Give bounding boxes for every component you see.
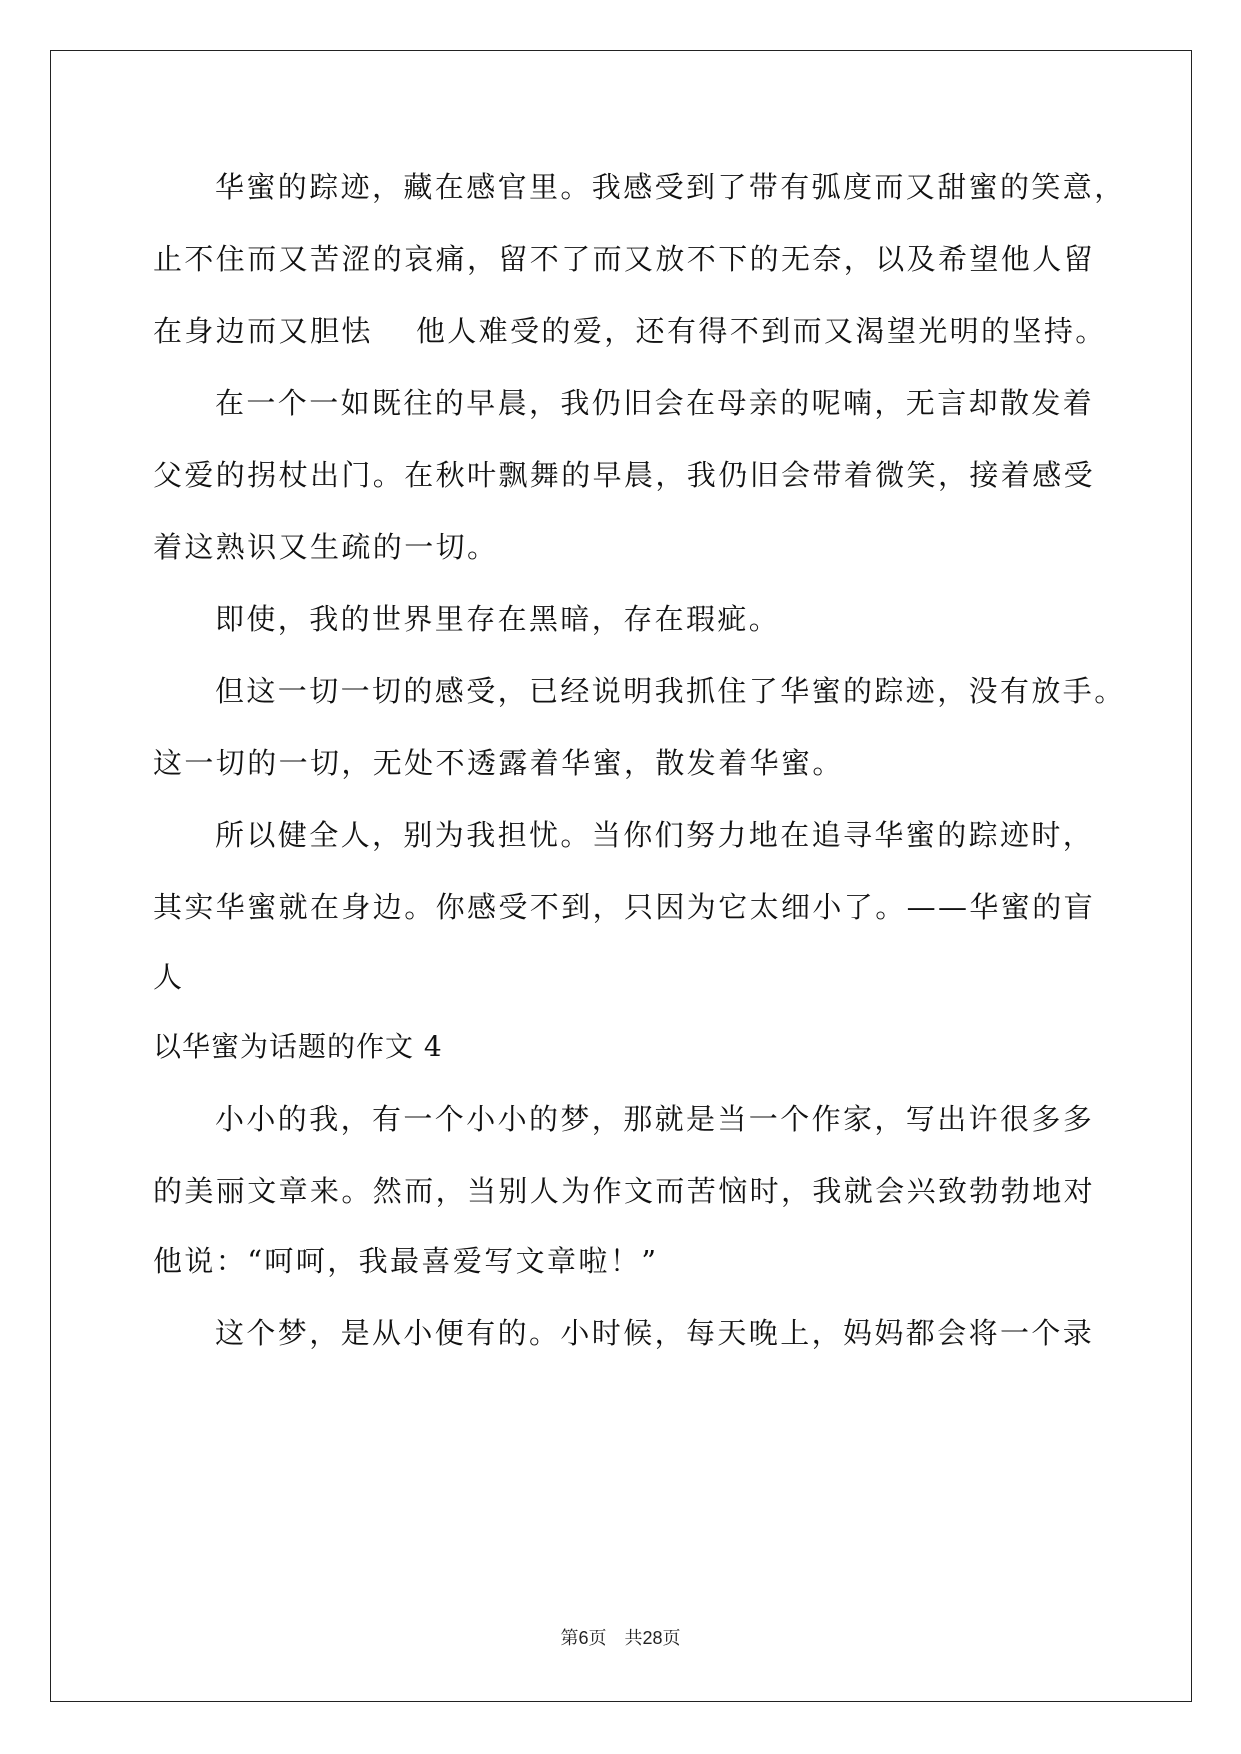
total-suffix: 页: [662, 1628, 681, 1648]
total-prefix: 共: [624, 1628, 643, 1648]
paragraph-line: 这一切的一切，无处不透露着华蜜，散发着华蜜。: [153, 746, 844, 780]
paragraph-line: 的美丽文章来。然而，当别人为作文而苦恼时，我就会兴致勃勃地对: [153, 1174, 1096, 1208]
paragraph-line: 所以健全人，别为我担忧。当你们努力地在追寻华蜜的踪迹时，: [215, 818, 1095, 852]
total-pages: 28: [642, 1628, 663, 1648]
page-prefix: 第: [560, 1628, 579, 1648]
paragraph-line: 华蜜的踪迹，藏在感官里。我感受到了带有弧度而又甜蜜的笑意，: [215, 170, 1126, 204]
paragraph-line: 着这熟识又生疏的一切。: [153, 530, 499, 564]
page-footer: [0, 1626, 1241, 1650]
page-suffix: 页: [588, 1628, 607, 1648]
paragraph-line: 这个梦，是从小便有的。小时候，每天晚上，妈妈都会将一个录: [215, 1316, 1095, 1350]
paragraph-line: 父爱的拐杖出门。在秋叶飘舞的早晨，我仍旧会带着微笑，接着感受: [153, 458, 1096, 492]
paragraph-line: 小小的我，有一个小小的梦，那就是当一个作家，写出许很多多: [215, 1102, 1095, 1136]
page-number: 6: [578, 1628, 589, 1648]
page-border: [50, 50, 1192, 1702]
paragraph-line: 但这一切一切的感受，已经说明我抓住了华蜜的踪迹，没有放手。: [215, 674, 1126, 708]
paragraph-line: 在一个一如既往的早晨，我仍旧会在母亲的呢喃，无言却散发着: [215, 386, 1095, 420]
paragraph-line: 在身边而又胆怯 他人难受的爱，还有得不到而又渴望光明的坚持。: [153, 314, 1107, 348]
paragraph-line: 他说：“呵呵，我最喜爱写文章啦！”: [153, 1244, 659, 1278]
paragraph-line: 人: [153, 960, 185, 994]
paragraph-line: 其实华蜜就在身边。你感受不到，只因为它太细小了。——华蜜的盲: [153, 890, 1096, 924]
section-heading: 以华蜜为话题的作文 4: [153, 1030, 443, 1063]
paragraph-line: 即使，我的世界里存在黑暗，存在瑕疵。: [215, 602, 781, 636]
paragraph-line: 止不住而又苦涩的哀痛，留不了而又放不下的无奈，以及希望他人留: [153, 242, 1096, 276]
